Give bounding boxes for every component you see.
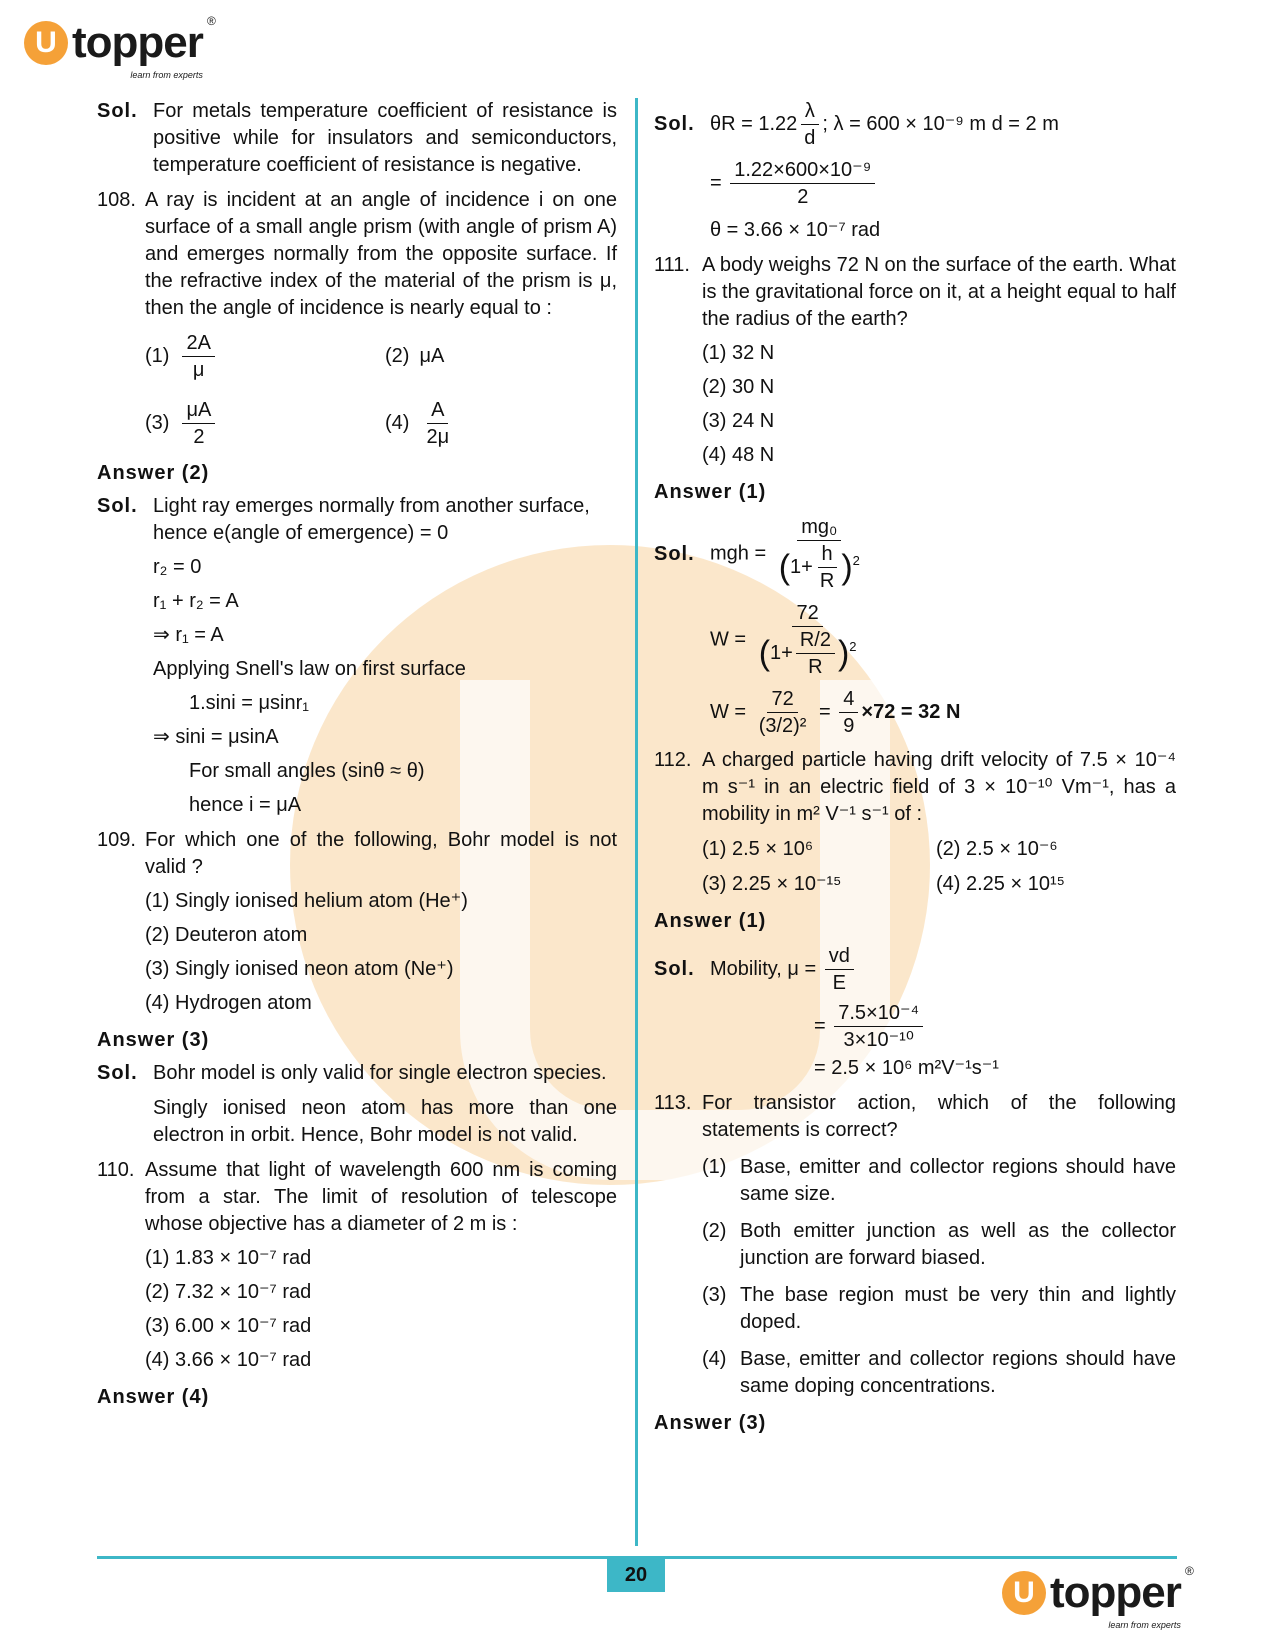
option-3: (3) Singly ionised neon atom (Ne⁺) [145,958,454,980]
option-2: (2) Deuteron atom [145,924,308,946]
option-4: (4) Hydrogen atom [145,992,312,1014]
left-column: Sol. For metals temperature coefficient of resistance is positive while for insulators and semiconductors, temperature coefficient of resistance is negative. 108. A ray is incident at an angle of incidence i on one surface of a small angle prism (with angle of prism A) and emerges normally from the opposite surface. If the refractive index of the material of the prism is μ, then the angle of incidence is nearly equal to : (1) $\frac{2A}{\mu}$ (2) μA (3) $\frac{\mu A}{2}$ (4) $\frac{A}{2\mu}$ Answer (2) Sol. Light ray emerges normally from another surface, hence e(angle of emergence) = 0 r₂ = 0 r₁ + r₂ = A ⇒ r₁ = A Applying Snell's law on first surface 1.sini = μsinr₁ ⇒ sini = μsinA For small angles (sinθ ≈ θ) hence i = μA 109. For which one of the following, Bohr model is not valid ? (1) Singly ionised helium atom (He⁺) (2) Deuteron atom (3) Singly ionised neon atom (Ne⁺) (4) Hydrogen atom Answer (3) Sol. Bohr model is only valid for single electron species. Singly ionised neon atom has more than one electron in orbit. Hence, Bohr model is not valid. 110. Assume that light of wavelength 600 nm is coming from a star. The limit of resolution of telescope whose objective has a diameter of 2 m is : (1) 1.83 × 10⁻⁷ rad (2) 7.32 × 10⁻⁷ rad (3) 6.00 × 10⁻⁷ rad (4) 3.66 × 10⁻⁷ rad Answer (4) [97,92,617,1411]
solution-112: Sol. Mobility, μ = $\frac{vd}{E}$ [654,943,1176,996]
option-1: (1) 2.5 × 10⁶ [702,838,814,860]
right-column [654,92,1176,1437]
question-109: 109. For which one of the following, Bohr model is not valid ? [97,829,617,878]
question-113: 113. For transistor action, which of the following statements is correct? [654,1092,1176,1141]
footer-logo [1002,1564,1193,1630]
solution-107: Sol. For metals temperature coefficient of resistance is positive while for insulators and semiconductors, temperature coefficient of resistance is negative. [97,100,617,176]
answer-113: Answer (3) [654,1412,767,1434]
topper-logo-icon: U [24,21,68,65]
options-112 [702,836,1176,898]
option-1: (1) Base, emitter and collector regions should have same size. [702,1156,1176,1205]
page-number: 20 [607,1558,665,1592]
question-111: 111. A body weighs 72 N on the surface of the earth. What is the gravitational force on it, at a height equal to half the radius of the earth? [654,254,1176,330]
answer-110: Answer (4) [97,1386,210,1408]
option-2: (2) 7.32 × 10⁻⁷ rad [145,1281,312,1303]
option-4: (4) 48 N [702,444,775,466]
question-108: 108. A ray is incident at an angle of incidence i on one surface of a small angle prism (with angle of prism A) and emerges normally from the opposite surface. If the refractive index of the material of the prism is μ, then the angle of incidence is nearly equal to : [97,189,617,319]
column-divider [635,98,638,1546]
answer-111: Answer (1) [654,481,767,503]
answer-109: Answer (3) [97,1029,210,1051]
option-2: (2) 2.5 × 10⁻⁶ [936,838,1058,860]
topper-logo-icon: U [1002,1571,1046,1615]
option-3: (3) The base region must be very thin and lightly doped. [702,1284,1176,1333]
answer-108: Answer (2) [97,462,210,484]
option-3: (3) 24 N [702,410,775,432]
options-108 [145,330,617,450]
solution-111-step3: W = $\frac{72}{\text{(3/2)²}}$ = $\frac{4}{9}$ ×72 = 32 N [710,688,961,737]
option-1: (1) 32 N [702,342,775,364]
option-3: (3) 6.00 × 10⁻⁷ rad [145,1315,312,1337]
question-112: 112. A charged particle having drift velocity of 7.5 × 10⁻⁴ m s⁻¹ in an electric field of 3 × 10⁻¹⁰ Vm⁻¹, has a mobility in m² V⁻¹ s⁻¹ of : [654,749,1176,825]
logo-wordmark: topper ® learn from experts [72,14,215,80]
option-4: (4) $\frac{A}{2\mu}$ [385,399,450,448]
solution-110-result: θ = 3.66 × 10⁻⁷ rad [710,219,881,241]
solution-109: Sol. Bohr model is only valid for single electron species. Singly ionised neon atom has more than one electron in orbit. Hence, Bohr model is not valid. [97,1062,617,1146]
solution-110: Sol. θR = 1.22 $\frac{\lambda}{d}$ ; λ = 600 × 10⁻⁹ m d = 2 m [654,100,1059,149]
option-3: (3) $\frac{\mu A}{2}$ [145,397,385,450]
option-4: (4) Base, emitter and collector regions should have same doping concentrations. [702,1348,1176,1397]
option-1: (1) Singly ionised helium atom (He⁺) [145,890,468,912]
solution-108: Sol. Light ray emerges normally from another surface, hence e(angle of emergence) = 0 [97,495,590,544]
option-1: (1) 1.83 × 10⁻⁷ rad [145,1247,312,1269]
solution-112-step: = $\frac{\text{7.5×10⁻⁴}}{\text{3×10⁻¹⁰}}$ [814,1000,1176,1053]
option-4: (4) 2.25 × 10¹⁵ [936,873,1065,895]
logo-wordmark: topper ® learn from experts [1050,1564,1193,1630]
solution-110-step: = $\frac{\text{1.22×600×10⁻⁹}}{2}$ [710,157,1176,210]
option-2: (2) 30 N [702,376,775,398]
solution-111: Sol. mgh = mg₀ (1+ $\frac{h}{R}$ )$^2$ [654,516,860,592]
option-1: (1) $\frac{2A}{\mu}$ [145,330,385,383]
question-110: 110. Assume that light of wavelength 600 nm is coming from a star. The limit of resolution of telescope whose objective has a diameter of 2 m is : [97,1159,617,1235]
solution-112-result: = 2.5 × 10⁶ m²V⁻¹s⁻¹ [814,1057,999,1079]
option-3: (3) 2.25 × 10⁻¹⁵ [702,873,842,895]
header-logo [24,14,215,80]
option-2: (2) μA [385,345,445,367]
option-4: (4) 3.66 × 10⁻⁷ rad [145,1349,312,1371]
answer-112: Answer (1) [654,910,767,932]
option-2: (2) Both emitter junction as well as the collector junction are forward biased. [702,1220,1176,1269]
solution-111-step2: W = 72 (1+ $\frac{R/2}{R}$ )$^2$ [710,602,857,678]
